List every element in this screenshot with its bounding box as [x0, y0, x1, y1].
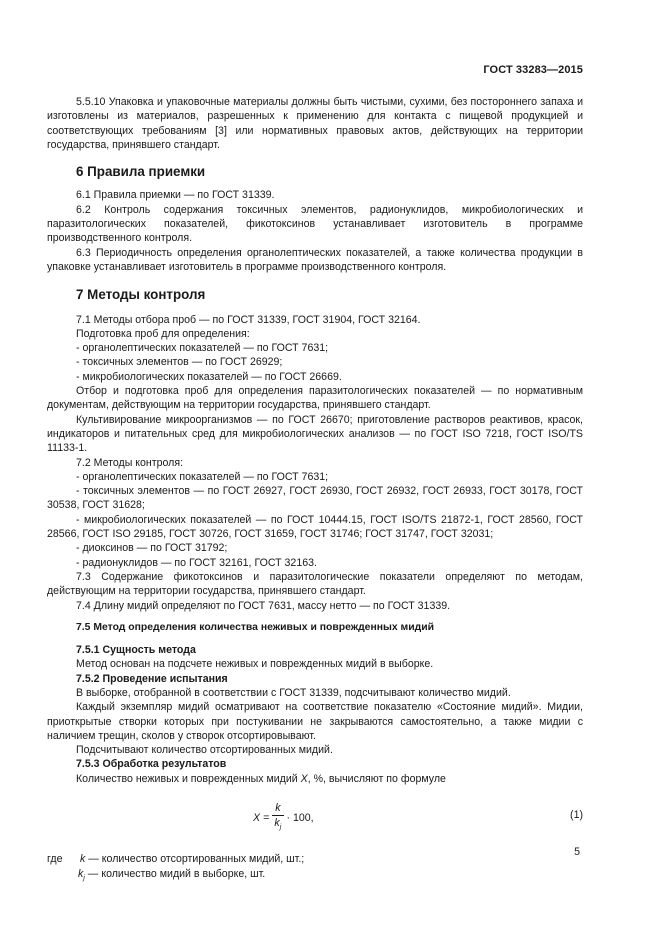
list-item: - микробиологических показателей — по ГОСТ 10444.15, ГОСТ ISO/TS 21872-1, ГОСТ 28560, ГОСТ 28566, ГОСТ ISO 29185, ГОСТ 30726, ГОСТ 31659, ГОСТ 31746; ГОСТ 31747, ГОСТ 32031; — [47, 513, 583, 541]
heading-7-5-1: 7.5.1 Сущность метода — [76, 644, 196, 657]
paragraph-7-5-2-c: Подсчитывают количество отсортированных мидий. — [76, 744, 333, 757]
paragraph-7-4: 7.4 Длину мидий определяют по ГОСТ 7631, массу нетто — по ГОСТ 31339. — [76, 599, 451, 612]
formula-fraction — [272, 802, 283, 834]
paragraph-6-2: 6.2 Контроль содержания токсичных элементов, радионуклидов, микробиологических и паразитологических показателей, фикотоксинов устанавливает изготовитель в программе производственного контроля. — [47, 203, 583, 245]
list-item: - токсичных элементов — по ГОСТ 26929; — [76, 356, 283, 369]
heading-7-5-3: 7.5.3 Обработка результатов — [76, 758, 227, 771]
where-label: где — [47, 853, 63, 866]
list-item: - токсичных элементов — по ГОСТ 26927, ГОСТ 26930, ГОСТ 26932, ГОСТ 26933, ГОСТ 30178, ГОСТ 30538, ГОСТ 31628; — [47, 485, 583, 512]
paragraph-6-3: 6.3 Периодичность определения органолептических показателей, а также количества продукции в упаковке устанавливает изготовитель в программе производственного контроля. — [47, 246, 583, 273]
subsection-7-5-title: 7.5 Метод определения количества неживых и поврежденных мидий — [76, 621, 434, 633]
paragraph-7-5-2-b: Каждый экземпляр мидий осматривают на соответствие показателю «Состояние мидий». Мидии, приоткрытые створки которых при постукивании не закрываются самостоятельно, а также мидии с наличием трещин, сколов у створок отсортировывают. — [47, 701, 583, 742]
page-number: 5 — [574, 846, 580, 858]
paragraph-7-5-2-a: В выборке, отобранной в соответствии с ГОСТ 31339, подсчитывают количество мидий. — [76, 686, 511, 699]
list-item: - микробиологических показателей — по ГОСТ 26669. — [76, 370, 342, 383]
section-6-title: 6 Правила приемки — [76, 164, 206, 180]
page-body — [47, 95, 583, 887]
list-item: - диоксинов — по ГОСТ 31792; — [76, 542, 228, 555]
equation-number: (1) — [570, 809, 583, 822]
sample-prep-intro: Подготовка проб для определения: — [76, 327, 250, 340]
formula-lhs: X = — [253, 811, 270, 824]
heading-7-5-2: 7.5.2 Проведение испытания — [76, 672, 228, 685]
list-item: - органолептических показателей — по ГОСТ 7631; — [76, 342, 329, 355]
section-7-title: 7 Методы контроля — [76, 287, 206, 303]
variable-definition: k — количество отсортированных мидий, шт.; — [80, 853, 305, 866]
variable-definition: $k_j$ — количество мидий в выборке, шт. — [78, 868, 266, 883]
paragraph-7-5-3: Количество неживых и поврежденных мидий X, %, вычисляют по формуле — [76, 772, 446, 785]
formula-multiplier: · 100, — [286, 811, 314, 824]
paragraph-6-1: 6.1 Правила приемки — по ГОСТ 31339. — [76, 189, 275, 202]
formula-denominator: $k_j$ — [274, 817, 282, 832]
variable-definitions — [47, 852, 583, 887]
paragraph-7-2: 7.2 Методы контроля: — [76, 456, 184, 469]
paragraph-cultivation: Культивирование микроорганизмов — по ГОСТ 26670; приготовление растворов реактивов, красок, индикаторов и питательных сред для микробиологических анализов — по ГОСТ ISO 7218, ГОСТ ISO/TS 11133-1. — [47, 413, 583, 455]
document-code-header: ГОСТ 33283—2015 — [483, 64, 583, 76]
paragraph-5-5-10: 5.5.10 Упаковка и упаковочные материалы должны быть чистыми, сухими, без постороннего запаха и изготовлены из материалов, разрешенных к применению для контакта с пищевой продукцией и соответствующих требованиям [3] или нормативных правовых актов, действующих на территории государства, принявшего стандарт. — [47, 96, 583, 151]
paragraph-7-1: 7.1 Методы отбора проб — по ГОСТ 31339, ГОСТ 31904, ГОСТ 32164. — [76, 313, 421, 326]
list-item: - радионуклидов — по ГОСТ 32161, ГОСТ 32163. — [76, 556, 317, 569]
paragraph-7-3: 7.3 Содержание фикотоксинов и паразитологические показатели определяют по методам, действующим на территории государства, принявшего стандарт. — [47, 570, 583, 598]
list-item: - органолептических показателей — по ГОСТ 7631; — [76, 470, 329, 483]
paragraph-7-5-1: Метод основан на подсчете неживых и поврежденных мидий в выборке. — [76, 658, 434, 671]
formula-numerator: k — [272, 802, 283, 816]
formula-1 — [47, 794, 583, 834]
paragraph-parasitology: Отбор и подготовка проб для определения паразитологических показателей — по нормативным документам, действующим на территории государства, принявшего стандарт. — [47, 385, 583, 412]
